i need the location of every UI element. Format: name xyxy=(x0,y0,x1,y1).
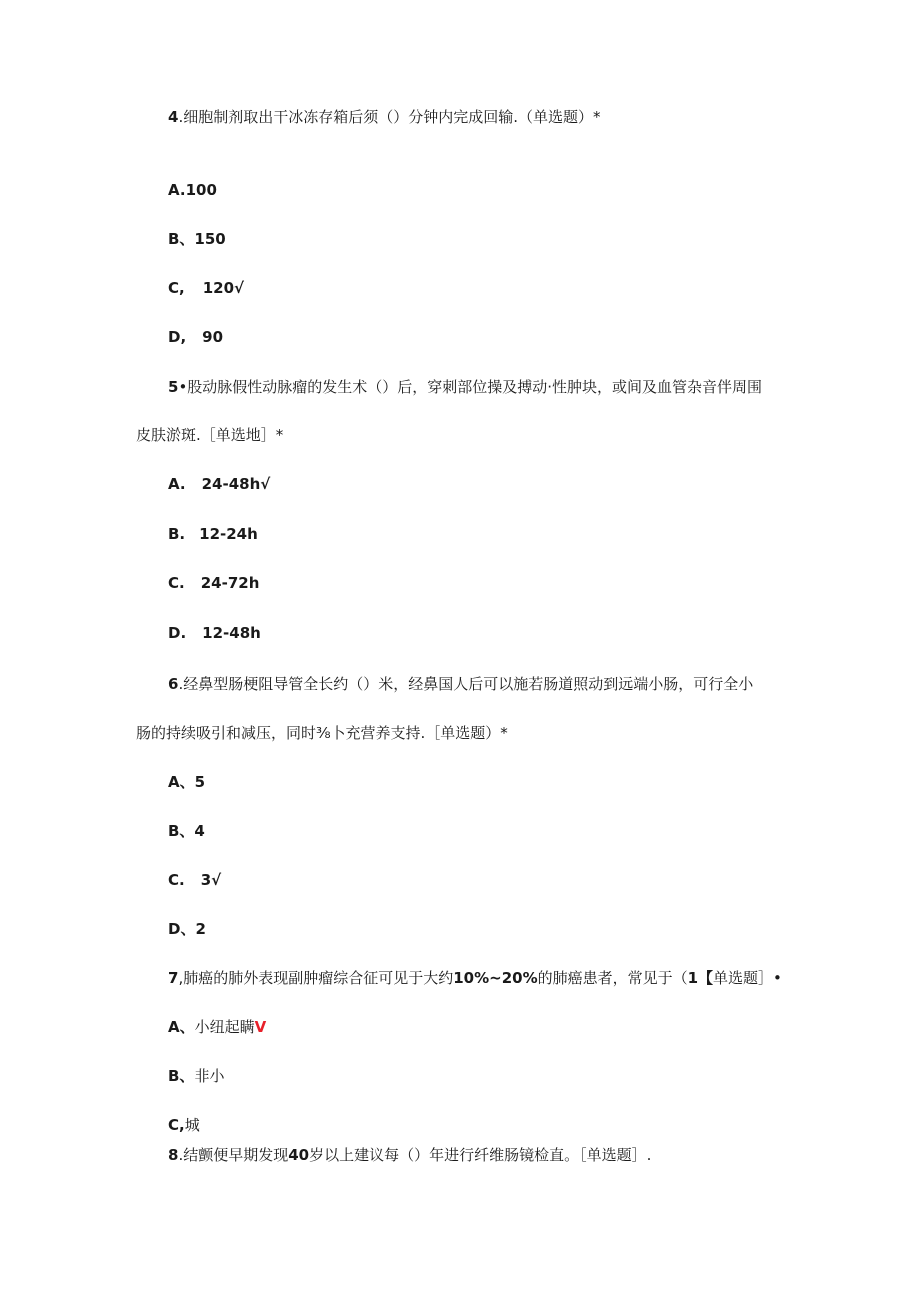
option-value: 90 xyxy=(202,328,224,346)
q6-option-b[interactable] xyxy=(168,821,205,841)
question-text: ,肺癌的肺外表现副肿瘤综合征可见于大约 xyxy=(178,969,454,987)
option-value: 120√ xyxy=(202,279,245,297)
option-label: D. xyxy=(168,624,187,642)
question-text: .经鼻型肠梗阻导管全长约（）米，经鼻国人后可以施若肠道照动到远端小肠，可行全小 xyxy=(178,675,754,693)
question-text: 岁以上建议每（）年进行纤维肠镜检直。［单选题］. xyxy=(309,1146,652,1164)
q6-option-c[interactable] xyxy=(168,870,221,890)
question-7-stem xyxy=(168,968,782,988)
option-label: C, xyxy=(168,279,185,297)
option-label: D、2 xyxy=(168,920,206,938)
question-number: 4 xyxy=(168,108,179,126)
option-label: B、 xyxy=(168,1067,195,1085)
question-6-stem xyxy=(168,674,753,694)
question-number: 8 xyxy=(168,1146,179,1164)
q6-option-a[interactable] xyxy=(168,772,205,792)
option-value: 城 xyxy=(184,1116,200,1134)
q4-option-b[interactable] xyxy=(168,229,226,249)
question-text: 的肺癌患者，常见于（ xyxy=(537,969,688,987)
option-value: 24-48h√ xyxy=(201,475,271,493)
q4-option-a[interactable] xyxy=(168,180,217,200)
question-number: 5 xyxy=(168,378,179,396)
option-label: A、5 xyxy=(168,773,206,791)
q7-option-b[interactable] xyxy=(168,1066,224,1086)
option-label: A. xyxy=(168,475,186,493)
option-label: C. xyxy=(168,871,185,889)
question-number: 7 xyxy=(168,969,179,987)
option-value: 12-48h xyxy=(202,624,261,642)
option-label: C. xyxy=(168,574,185,592)
question-text: 单选题］• xyxy=(713,969,782,987)
q5-option-d[interactable] xyxy=(168,623,261,643)
percent-range: 10%~20% xyxy=(453,969,538,987)
question-text: .结颤便早期发现 xyxy=(178,1146,289,1164)
correct-mark: V xyxy=(254,1018,267,1036)
question-text: 肠的持续吸引和减压，同时⅜卜充营养支持.［单选题）* xyxy=(136,724,508,742)
option-value: 小纽起瞒 xyxy=(194,1018,255,1036)
question-text: 皮肤淤斑.［单选地］* xyxy=(136,426,284,444)
question-8-stem xyxy=(168,1145,651,1165)
option-label: B. xyxy=(168,525,186,543)
q5-option-b[interactable] xyxy=(168,524,258,544)
option-value: 3√ xyxy=(200,871,222,889)
question-text: .细胞制剂取出干冰冻存箱后须（）分钟内完成回输.（单选题）* xyxy=(178,108,601,126)
q4-option-d[interactable] xyxy=(168,327,223,347)
q7-option-a[interactable] xyxy=(168,1017,266,1037)
question-text: •股动脉假性动脉瘤的发生术（）后，穿刺部位操及搏动·性肿块，或间及血管杂音伴周围 xyxy=(178,378,763,396)
option-value: 24-72h xyxy=(200,574,260,592)
question-text-bold: 1【 xyxy=(687,969,714,987)
question-6-stem-cont xyxy=(136,723,508,743)
q4-option-c[interactable] xyxy=(168,278,244,298)
option-label: C, xyxy=(168,1116,185,1134)
question-5-stem xyxy=(168,377,762,397)
option-label: A.100 xyxy=(168,181,217,199)
option-value: 12-24h xyxy=(199,525,258,543)
q7-option-c[interactable] xyxy=(168,1115,200,1135)
q6-option-d[interactable] xyxy=(168,919,206,939)
option-value: 非小 xyxy=(194,1067,225,1085)
option-label: D, xyxy=(168,328,187,346)
q5-option-a[interactable] xyxy=(168,474,270,494)
question-5-stem-cont xyxy=(136,425,283,445)
option-label: A、 xyxy=(168,1018,195,1036)
option-label: B、4 xyxy=(168,822,205,840)
question-number: 6 xyxy=(168,675,179,693)
age-number: 40 xyxy=(288,1146,310,1164)
question-4-stem xyxy=(168,107,600,127)
option-label: B、150 xyxy=(168,230,226,248)
q5-option-c[interactable] xyxy=(168,573,259,593)
